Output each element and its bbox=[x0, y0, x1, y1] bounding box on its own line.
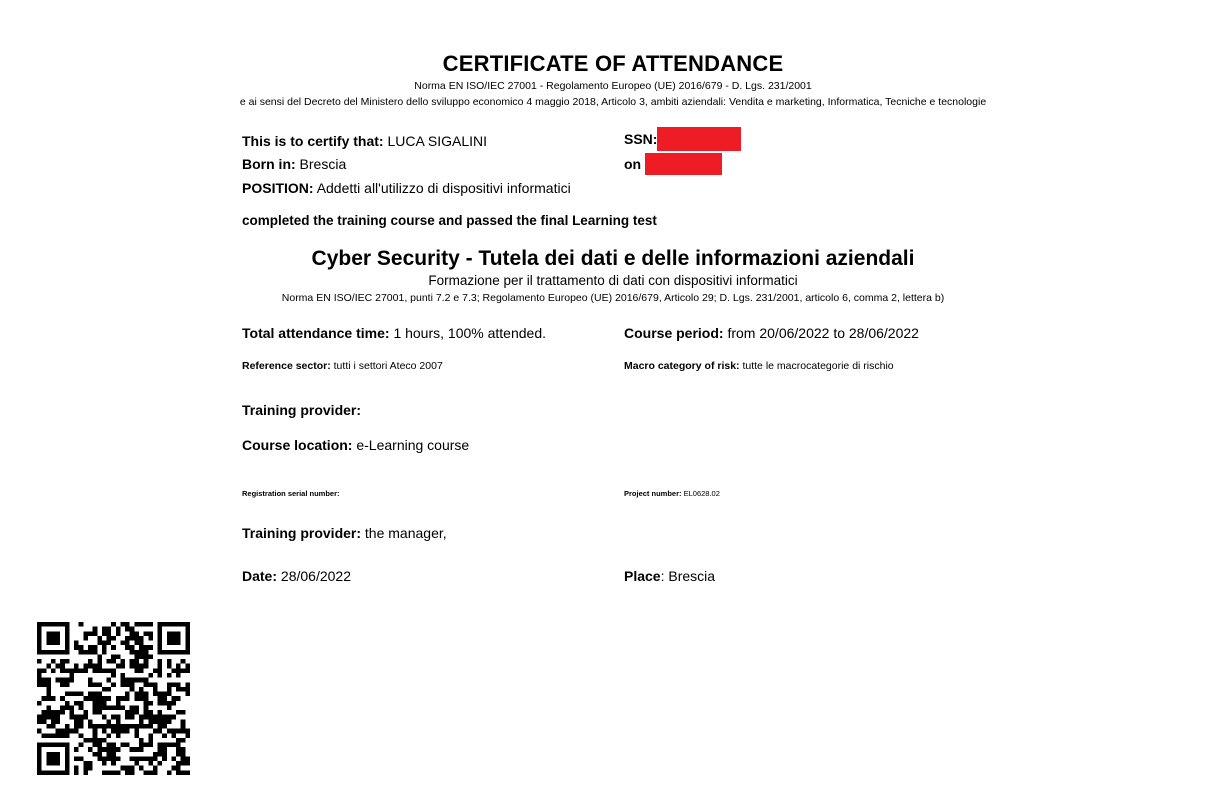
serial-label: Registration serial number: bbox=[242, 489, 340, 498]
date-label: Date: bbox=[242, 568, 278, 584]
location-line bbox=[242, 437, 469, 453]
place-value: : Brescia bbox=[660, 568, 716, 584]
attendance-label: Total attendance time: bbox=[242, 325, 390, 341]
risk-label: Macro category of risk: bbox=[624, 360, 740, 372]
birth-date-line bbox=[624, 153, 722, 175]
attendance-value: 1 hours, 100% attended. bbox=[393, 325, 546, 341]
ssn-label: SSN: bbox=[624, 131, 658, 147]
provider2-label: Training provider: bbox=[242, 525, 362, 541]
project-label: Project number: bbox=[624, 489, 682, 498]
position-label: POSITION: bbox=[242, 180, 314, 196]
qr-code-icon bbox=[37, 622, 190, 775]
born-place: Brescia bbox=[299, 156, 347, 172]
period-value: from 20/06/2022 to 28/06/2022 bbox=[727, 325, 919, 341]
birth-date-redaction bbox=[645, 153, 722, 175]
risk-line bbox=[624, 360, 894, 372]
course-subtitle: Formazione per il trattamento di dati con dispositivi informatici bbox=[428, 273, 798, 288]
provider-label: Training provider: bbox=[242, 402, 362, 418]
project-line bbox=[624, 489, 720, 498]
completed-text: completed the training course and passed the final Learning test bbox=[242, 213, 657, 228]
position-value: Addetti all'utilizzo di dispositivi informatici bbox=[316, 180, 571, 196]
certificate-title: CERTIFICATE OF ATTENDANCE bbox=[442, 51, 784, 76]
location-value: e-Learning course bbox=[356, 437, 470, 453]
ssn-line bbox=[624, 127, 741, 151]
period-label: Course period: bbox=[624, 325, 724, 341]
sector-label: Reference sector: bbox=[242, 360, 331, 372]
norm-line-1: Norma EN ISO/IEC 27001 - Regolamento Europeo (UE) 2016/679 - D. Lgs. 231/2001 bbox=[414, 80, 812, 92]
serial-line bbox=[242, 489, 340, 498]
place-label: Place bbox=[624, 568, 661, 584]
place-line bbox=[624, 568, 715, 584]
period-line bbox=[624, 325, 919, 341]
born-label: Born in: bbox=[242, 156, 296, 172]
date-line bbox=[242, 568, 351, 584]
born-line bbox=[242, 156, 346, 172]
certify-line bbox=[242, 133, 487, 149]
attendance-line bbox=[242, 325, 546, 341]
norm-line-2: e ai sensi del Decreto del Ministero dello sviluppo economico 4 maggio 2018, Articolo 3, ambiti aziendali: Vendita e marketing, Informatica, Tecniche e tecnologie bbox=[239, 96, 987, 108]
certify-label: This is to certify that: bbox=[242, 133, 384, 149]
course-title: Cyber Security - Tutela dei dati e delle informazioni aziendali bbox=[311, 247, 915, 270]
sector-value: tutti i settori Ateco 2007 bbox=[333, 360, 443, 372]
ssn-redaction bbox=[657, 127, 741, 151]
position-line bbox=[242, 180, 571, 196]
location-label: Course location: bbox=[242, 437, 353, 453]
course-norm: Norma EN ISO/IEC 27001, punti 7.2 e 7.3; Regolamento Europeo (UE) 2016/679, Articolo 29; D. Lgs. 231/2001, articolo 6, comma 2, lettera b) bbox=[281, 292, 945, 304]
provider-line bbox=[242, 402, 361, 418]
date-value: 28/06/2022 bbox=[280, 568, 351, 584]
provider2-value: the manager, bbox=[364, 525, 447, 541]
project-value: EL0628.02 bbox=[683, 489, 720, 498]
risk-value: tutte le macrocategorie di rischio bbox=[742, 360, 894, 372]
person-name: LUCA SIGALINI bbox=[387, 133, 488, 149]
on-label: on bbox=[624, 156, 642, 172]
sector-line bbox=[242, 360, 443, 372]
provider2-line bbox=[242, 525, 447, 541]
